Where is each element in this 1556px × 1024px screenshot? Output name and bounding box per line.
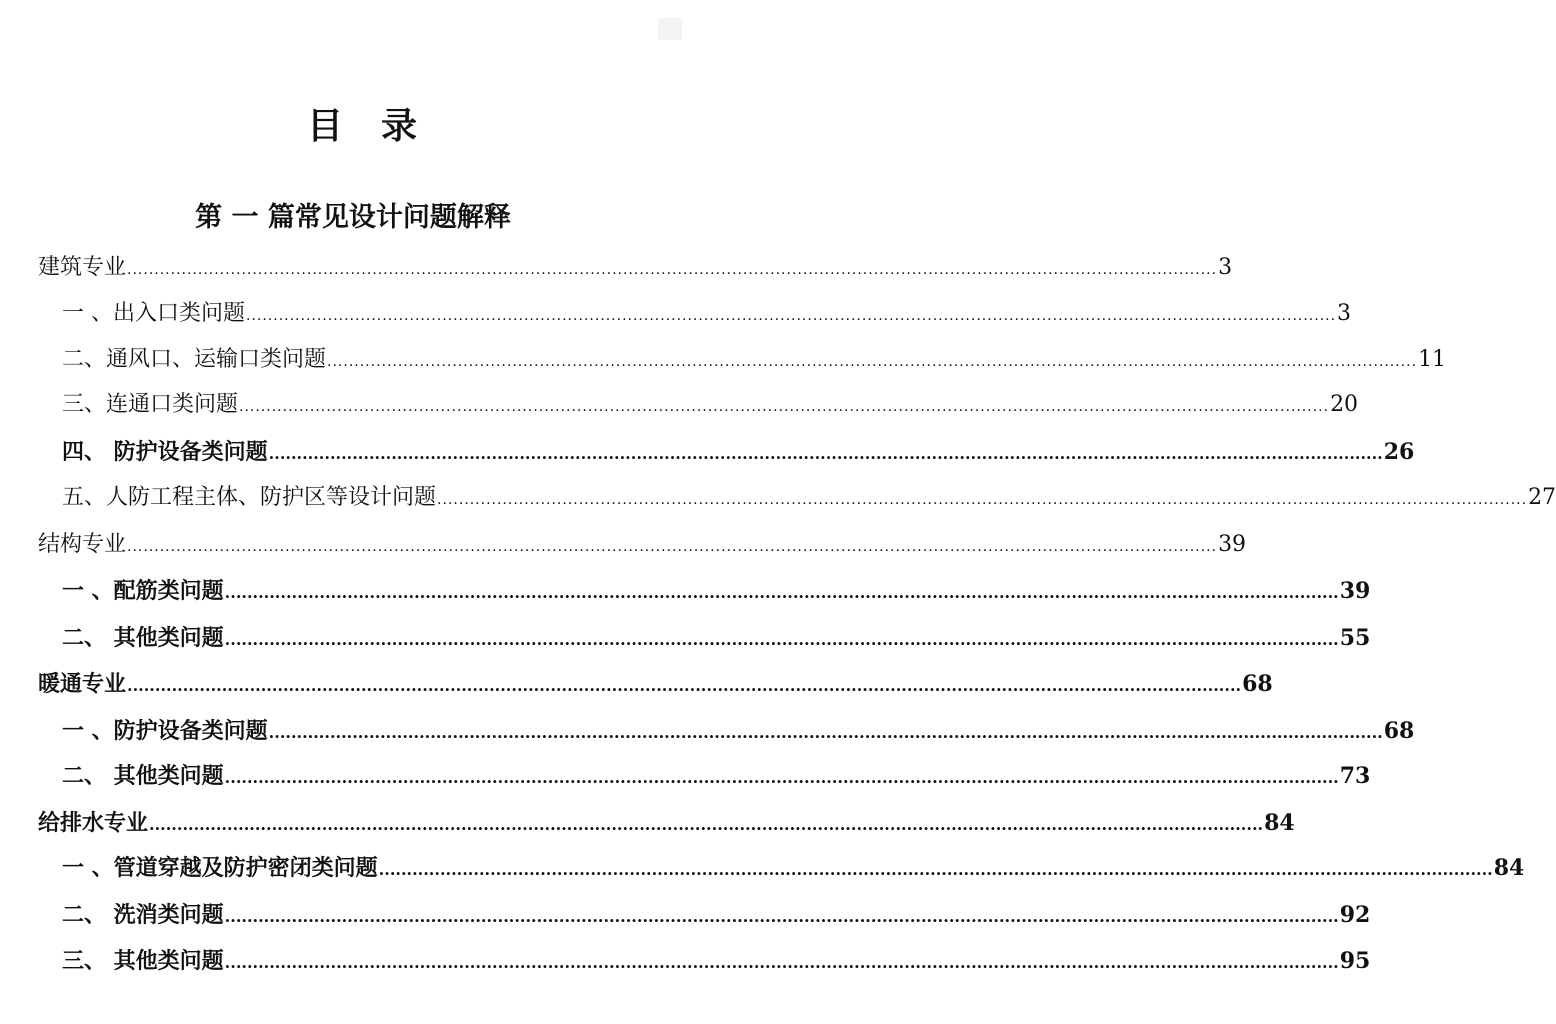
corner-watermark: [658, 18, 682, 40]
toc-page-number: 68: [1242, 671, 1273, 697]
toc-page-number: 3: [1218, 255, 1233, 280]
toc-entry[interactable]: [62, 437, 1415, 467]
toc-entry-label: 暖通专业: [38, 671, 127, 697]
toc-entry-label: 一 、管道穿越及防护密闭类问题: [62, 855, 378, 881]
toc-entry-label: 一 、配筋类问题: [62, 578, 224, 604]
toc-entry[interactable]: [62, 900, 1371, 930]
toc-entry[interactable]: [38, 530, 1247, 560]
toc-entry-label: 二、 其他类问题: [62, 763, 224, 789]
toc-entry-label: 给排水专业: [38, 810, 149, 836]
toc-page-number: 39: [1339, 578, 1371, 604]
toc-dot-leader: ........................................................................................................................................................................................................: [246, 308, 1337, 324]
toc-page-number: 84: [1264, 810, 1295, 836]
toc-dot-leader: ........................................................................................................................................................................................................: [268, 444, 1383, 463]
toc-dot-leader: ........................................................................................................................................................................................................: [149, 815, 1264, 834]
toc-dot-leader: ........................................................................................................................................................................................................: [437, 492, 1528, 508]
toc-page-number: 11: [1418, 347, 1447, 372]
toc-page-number: 39: [1218, 532, 1247, 557]
toc-dot-leader: ........................................................................................................................................................................................................: [378, 860, 1493, 879]
toc-page-number: 3: [1337, 301, 1352, 326]
page-title: 目录: [306, 105, 455, 147]
toc-entry-label: 一 、防护设备类问题: [62, 718, 268, 744]
toc-page-number: 92: [1339, 902, 1371, 928]
toc-entry[interactable]: [62, 853, 1525, 883]
toc-entry-label: 五、人防工程主体、防护区等设计问题: [62, 485, 437, 510]
toc-entry[interactable]: [62, 345, 1447, 375]
toc-page-number: 20: [1330, 392, 1359, 417]
part-title: 第 一 篇常见设计问题解释: [195, 202, 511, 233]
toc-entry[interactable]: [62, 483, 1556, 513]
toc-dot-leader: ........................................................................................................................................................................................................: [224, 907, 1339, 926]
toc-entry-label: 三、连通口类问题: [62, 392, 239, 417]
toc-dot-leader: ........................................................................................................................................................................................................: [224, 583, 1339, 602]
toc-dot-leader: ........................................................................................................................................................................................................: [127, 676, 1242, 695]
toc-entry-label: 三、 其他类问题: [62, 948, 224, 974]
toc-entry[interactable]: [62, 390, 1359, 420]
toc-dot-leader: ........................................................................................................................................................................................................: [127, 262, 1218, 278]
toc-entry[interactable]: [62, 716, 1415, 746]
toc-page-number: 95: [1339, 948, 1371, 974]
toc-entry[interactable]: [38, 669, 1273, 699]
toc-entry[interactable]: [62, 946, 1371, 976]
toc-page-number: 84: [1493, 855, 1525, 881]
toc-entry[interactable]: [38, 253, 1233, 283]
toc-page-number: 27: [1528, 485, 1556, 510]
toc-dot-leader: ........................................................................................................................................................................................................: [327, 354, 1418, 370]
toc-entry[interactable]: [62, 576, 1371, 606]
toc-page-number: 68: [1383, 718, 1415, 744]
toc-entry[interactable]: [62, 761, 1371, 791]
toc-dot-leader: ........................................................................................................................................................................................................: [268, 723, 1383, 742]
toc-page-number: 55: [1339, 625, 1371, 651]
toc-page-number: 26: [1383, 439, 1415, 465]
toc-entry-label: 一 、出入口类问题: [62, 301, 245, 326]
toc-dot-leader: ........................................................................................................................................................................................................: [239, 399, 1330, 415]
toc-entry-label: 结构专业: [38, 532, 127, 557]
toc-entry-label: 二、 洗消类问题: [62, 902, 224, 928]
toc-dot-leader: ........................................................................................................................................................................................................: [224, 630, 1339, 649]
toc-entry-label: 二、 其他类问题: [62, 625, 224, 651]
toc-dot-leader: ........................................................................................................................................................................................................: [224, 768, 1339, 787]
toc-entry[interactable]: [38, 808, 1295, 838]
toc-entry[interactable]: [62, 299, 1352, 329]
toc-page-number: 73: [1339, 763, 1371, 789]
toc-entry-label: 四、 防护设备类问题: [62, 439, 268, 465]
toc-entry-label: 二、通风口、运输口类问题: [62, 347, 327, 372]
toc-entry[interactable]: [62, 623, 1371, 653]
toc-entry-label: 建筑专业: [38, 255, 127, 280]
toc-dot-leader: ........................................................................................................................................................................................................: [224, 953, 1339, 972]
toc-dot-leader: ........................................................................................................................................................................................................: [127, 539, 1218, 555]
